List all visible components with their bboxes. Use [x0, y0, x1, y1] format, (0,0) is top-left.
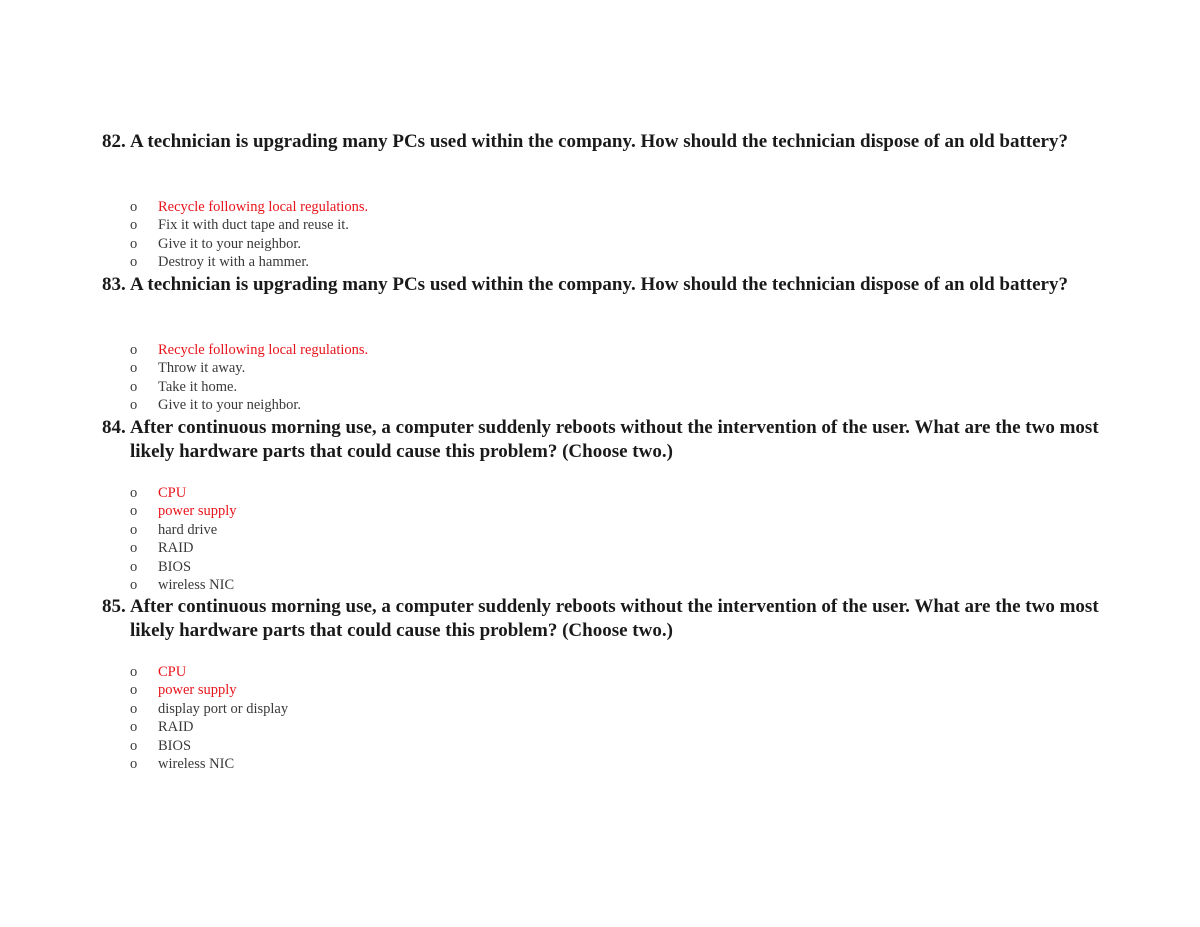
question-number: 84.: [102, 417, 126, 438]
answer-option: [130, 378, 368, 396]
bullet-marker: o: [130, 342, 138, 358]
bullet-marker: o: [130, 755, 138, 772]
bullet-marker: o: [130, 360, 138, 377]
answer-option: [130, 521, 237, 539]
answer-option: [130, 755, 288, 773]
answer-label: RAID: [158, 540, 194, 557]
answer-label: power supply: [158, 682, 237, 699]
answer-option: [130, 235, 368, 253]
bullet-marker: o: [130, 503, 138, 520]
question-text: [102, 130, 1102, 154]
bullet-marker: o: [130, 540, 138, 557]
answer-label: RAID: [158, 719, 194, 736]
answer-options: [130, 341, 368, 415]
bullet-marker: o: [130, 719, 138, 736]
answer-option: [130, 253, 368, 271]
question-number: 85.: [102, 596, 126, 617]
answer-label: BIOS: [158, 558, 192, 575]
question-body: A technician is upgrading many PCs used within the company. How should the technician dispose of an old battery?: [130, 274, 1068, 295]
answer-label: power supply: [158, 503, 237, 520]
answer-label: Destroy it with a hammer.: [158, 254, 310, 271]
answer-label: CPU: [158, 664, 187, 680]
bullet-marker: o: [130, 217, 138, 234]
answer-label: Give it to your neighbor.: [158, 397, 301, 414]
bullet-marker: o: [130, 682, 138, 699]
bullet-marker: o: [130, 664, 138, 680]
answer-option: [130, 396, 368, 414]
bullet-marker: o: [130, 700, 138, 717]
answer-label: wireless NIC: [158, 755, 235, 772]
answer-label: Give it to your neighbor.: [158, 235, 301, 252]
bullet-marker: o: [130, 199, 138, 215]
answer-option-correct: [130, 198, 368, 216]
question-body: After continuous morning use, a computer suddenly reboots without the intervention of the user. What are the two most likely hardware parts that could cause this problem? (Choose two.): [130, 417, 1099, 462]
answer-label: BIOS: [158, 737, 192, 754]
bullet-marker: o: [130, 397, 138, 414]
bullet-marker: o: [130, 254, 138, 271]
question-85: [102, 595, 1102, 772]
question-number: 83.: [102, 274, 126, 295]
answer-label: Fix it with duct tape and reuse it.: [158, 217, 349, 234]
answer-option: [130, 576, 237, 594]
answer-options: [130, 484, 237, 594]
answer-label: CPU: [158, 485, 187, 501]
question-83: [102, 273, 1102, 414]
bullet-marker: o: [130, 576, 138, 593]
answer-option: [130, 558, 237, 576]
answer-option: [130, 216, 368, 234]
answer-option-correct: [130, 341, 368, 359]
question-84: [102, 416, 1102, 593]
bullet-marker: o: [130, 558, 138, 575]
answer-option: [130, 718, 288, 736]
answer-option-correct: [130, 502, 237, 520]
answer-label: Throw it away.: [158, 360, 246, 377]
answer-option: [130, 539, 237, 557]
question-82: [102, 130, 1102, 271]
question-body: A technician is upgrading many PCs used within the company. How should the technician dispose of an old battery?: [130, 131, 1068, 152]
answer-option-correct: [130, 681, 288, 699]
answer-options: [130, 663, 288, 773]
answer-label: display port or display: [158, 700, 289, 717]
bullet-marker: o: [130, 485, 138, 501]
answer-option-correct: [130, 484, 237, 502]
question-text: [102, 595, 1102, 642]
answer-option-correct: [130, 663, 288, 681]
bullet-marker: o: [130, 378, 138, 395]
answer-label: wireless NIC: [158, 576, 235, 593]
answer-option: [130, 700, 288, 718]
question-body: After continuous morning use, a computer suddenly reboots without the intervention of the user. What are the two most likely hardware parts that could cause this problem? (Choose two.): [130, 596, 1099, 641]
bullet-marker: o: [130, 737, 138, 754]
bullet-marker: o: [130, 521, 138, 538]
question-text: [102, 416, 1102, 463]
answer-label: hard drive: [158, 521, 218, 538]
answer-label: Recycle following local regulations.: [158, 342, 369, 358]
answer-options: [130, 198, 368, 272]
bullet-marker: o: [130, 235, 138, 252]
question-number: 82.: [102, 131, 126, 152]
answer-label: Take it home.: [158, 378, 238, 395]
answer-option: [130, 737, 288, 755]
answer-label: Recycle following local regulations.: [158, 199, 369, 215]
question-text: [102, 273, 1102, 297]
answer-option: [130, 359, 368, 377]
